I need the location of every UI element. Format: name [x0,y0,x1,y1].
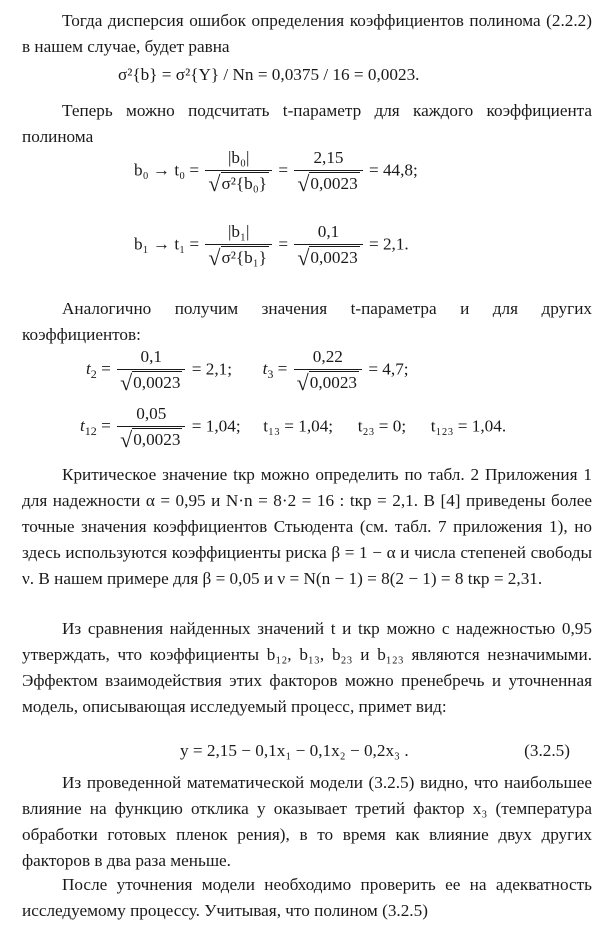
fraction-denominator: √0,0023 [297,245,358,270]
fraction-numerator: 0,1 [294,220,362,245]
fraction-denominator: √σ²{b₀} [208,171,268,196]
fraction-t2: $\frac{0,1}{√0,0023}$ [117,345,185,396]
fraction-t0-numeric [294,146,362,197]
fraction-numerator: |b₀| [205,146,272,171]
paragraph-4: Критическое значение tкр можно определить по табл. 2 Приложения 1 для надежности α = 0,95 и N·n = 8·2 = 16 : tкр = 2,1. В [4] приведены более точные значения коэффициентов Стьюдента (см. табл. 7 приложения 1), но здесь используются коэффициенты риска β = 1 − α и числа степеней свободы ν. В нашем примере для β = 0,05 и ν = N(n − 1) = 8(2 − 1) = 8 tкр = 2,31. [22,465,592,588]
equation-variance-rhs: = 0,0375 / 16 = 0,0023. [257,65,420,84]
fraction-t0-symbolic [205,146,272,197]
equation-t0: b₀ → t₀ = $\frac{\text{|b₀|}}{\text{√σ²\{b₀\}}}$ = $\frac{2,15}{√0,0023}$ = 44,8; [134,148,418,196]
equation-number: (3.2.5) [524,741,570,760]
paragraph-7: После уточнения модели необходимо проверить ее на адекватность исследуемому процессу. Учитывая, что полином (3.2.5) [22,875,592,920]
value-t13: t₁₃ = 1,04; [263,416,334,436]
equation-variance-lhs: σ²{b} = σ²{Y} / Nn [118,65,254,84]
paragraph-3: Аналогично получим значения t-параметра и для других коэффициентов: [22,299,592,344]
paragraph-1: Тогда дисперсия ошибок определения коэффициентов полинома (2.2.2) в нашем случае, будет равна [22,11,592,56]
equation-t0-result: = 44,8; [368,160,418,180]
fraction-denominator: √σ²{b₁} [208,245,268,270]
equation-t2-t3: $t_2$ = $\frac{0,1}{√0,0023}$ = 2,1; $t_3$ = $\frac{0,22}{√0,0023}$ = 4,7; [86,347,409,395]
equation-t1-result: = 2,1. [368,234,409,254]
equation-t0-lhs: b₀ → t₀ = [134,160,200,180]
fraction-numerator: 2,15 [294,146,362,171]
fraction-t12: $\frac{0,05}{√0,0023}$ [117,402,185,453]
paragraph-5: Из сравнения найденных значений t и tкр можно с надежностью 0,95 утверждать, что коэффициенты b₁₂, b₁₃, b₂₃ и b₁₂₃ являются незначимыми. Эффектом взаимодействия этих факторов можно пренебречь и уточненная модель, описывающая исследуемый процесс, примет вид: [22,619,592,716]
fraction-numerator: |b₁| [205,220,272,245]
value-t123: t₁₂₃ = 1,04. [430,416,507,436]
fraction-t1-numeric [294,220,362,271]
fraction-t1-symbolic [205,220,272,271]
fraction-denominator: √0,0023 [297,171,358,196]
value-t23: t₂₃ = 0; [357,416,407,436]
equation-model [180,738,590,764]
fraction-t3: $\frac{0,22}{√0,0023}$ [294,345,362,396]
paragraph-6: Из проведенной математической модели (3.2.5) видно, что наибольшее влияние на функцию отклика y оказывает третий фактор x₃ (температура обработки готовых пленок рения), в то время как влияние двух других факторов в два раза меньше. [22,773,592,870]
equation-variance [118,62,419,88]
equation-t12-t123: $t_{12}$ = $\frac{0,05}{√0,0023}$ = 1,04; t₁₃ = 1,04; t₂₃ = 0; t₁₂₃ = 1,04. [80,404,507,452]
equation-model-expr: y = 2,15 − 0,1x₁ − 0,1x₂ − 0,2x₃ . [180,741,409,760]
paragraph-2: Теперь можно подсчитать t-параметр для каждого коэффициента полинома [22,101,592,146]
equation-t1: b₁ → t₁ = $\frac{\text{|b₁|}}{\text{√σ²\{b₁\}}}$ = $\frac{0,1}{√0,0023}$ = 2,1. [134,222,409,270]
equation-t1-lhs: b₁ → t₁ = [134,234,200,254]
